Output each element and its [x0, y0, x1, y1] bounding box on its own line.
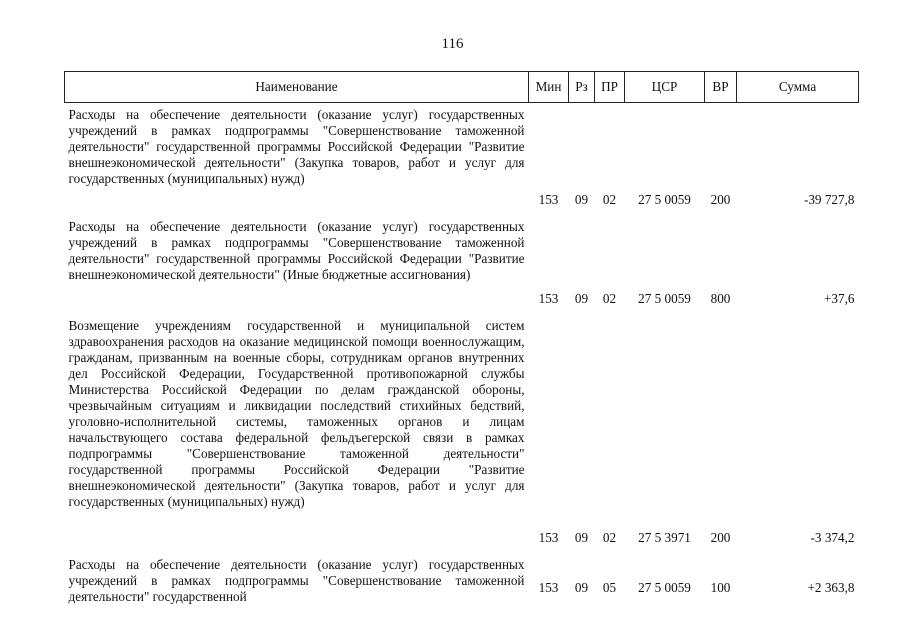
row-vr: 200 [710, 192, 731, 207]
row-csr: 27 5 0059 [638, 291, 691, 306]
row-name: Возмещение учреждениям государственной и муниципальной систем здравоохранения расходов на оказание медицинской помощи военнослужащим, гражданам, призванным на военные сборы, сотрудникам органов внутренних дел Российской Федерации, Государственной противопожарной службы Министерства Российской Федерации по делам гражданской обороны, чрезвычайным ситуациям и ликвидации последствий стихийных бедствий, уголовно-исполнительной системы, таможенных органов и лицам начальствующего состава федеральной фельдъегерской связи в рамках подпрограммы "Совершенствование таможенной деятельности" государственной программы Российской Федерации "Развитие внешнеэкономической деятельности" (Закупка товаров, работ и услуг для государственных (муниципальных) нужд) [68, 318, 525, 509]
table-row [65, 553, 859, 605]
row-min: 153 [538, 192, 559, 207]
table-row [65, 103, 859, 216]
header-min: Мин [529, 72, 569, 103]
row-pr: 05 [602, 580, 617, 595]
row-vr: 200 [710, 530, 731, 545]
row-sum: -3 374,2 [810, 530, 855, 545]
row-vr: 800 [710, 291, 731, 306]
row-min: 153 [538, 530, 559, 545]
header-name: Наименование [65, 72, 529, 103]
row-rz: 09 [574, 291, 589, 306]
row-rz: 09 [574, 580, 589, 595]
row-name: Расходы на обеспечение деятельности (оказание услуг) государственных учреждений в рамках подпрограммы "Совершенствование таможенной деятельности" государственной программы Российской Федерации "Развитие внешнеэкономической деятельности" (Закупка товаров, работ и услуг для государственных (муниципальных) нужд) [68, 107, 525, 186]
row-sum: +2 363,8 [807, 580, 855, 595]
row-sum: +37,6 [823, 291, 855, 306]
row-rz: 09 [574, 192, 589, 207]
budget-table [64, 71, 859, 605]
row-pr: 02 [602, 530, 617, 545]
row-csr: 27 5 0059 [638, 192, 691, 207]
row-min: 153 [538, 580, 559, 595]
row-sum: -39 727,8 [803, 192, 855, 207]
row-name: Расходы на обеспечение деятельности (оказание услуг) государственных учреждений в рамках подпрограммы "Совершенствование таможенной деятельности" государственной [68, 557, 525, 604]
header-vr: ВР [705, 72, 737, 103]
header-rz: Рз [569, 72, 595, 103]
table-header-row [65, 72, 859, 103]
row-csr: 27 5 3971 [638, 530, 691, 545]
row-name: Расходы на обеспечение деятельности (оказание услуг) государственных учреждений в рамках подпрограммы "Совершенствование таможенной деятельности" государственной программы Российской Федерации "Развитие внешнеэкономической деятельности" (Иные бюджетные ассигнования) [68, 219, 525, 282]
page-number: 116 [441, 36, 464, 52]
row-min: 153 [538, 291, 559, 306]
row-pr: 02 [602, 291, 617, 306]
header-pr: ПР [595, 72, 625, 103]
table-row [65, 215, 859, 314]
row-vr: 100 [710, 580, 731, 595]
header-csr: ЦСР [625, 72, 705, 103]
header-sum: Сумма [737, 72, 859, 103]
row-pr: 02 [602, 192, 617, 207]
table-row [65, 314, 859, 553]
row-csr: 27 5 0059 [638, 580, 691, 595]
row-rz: 09 [574, 530, 589, 545]
